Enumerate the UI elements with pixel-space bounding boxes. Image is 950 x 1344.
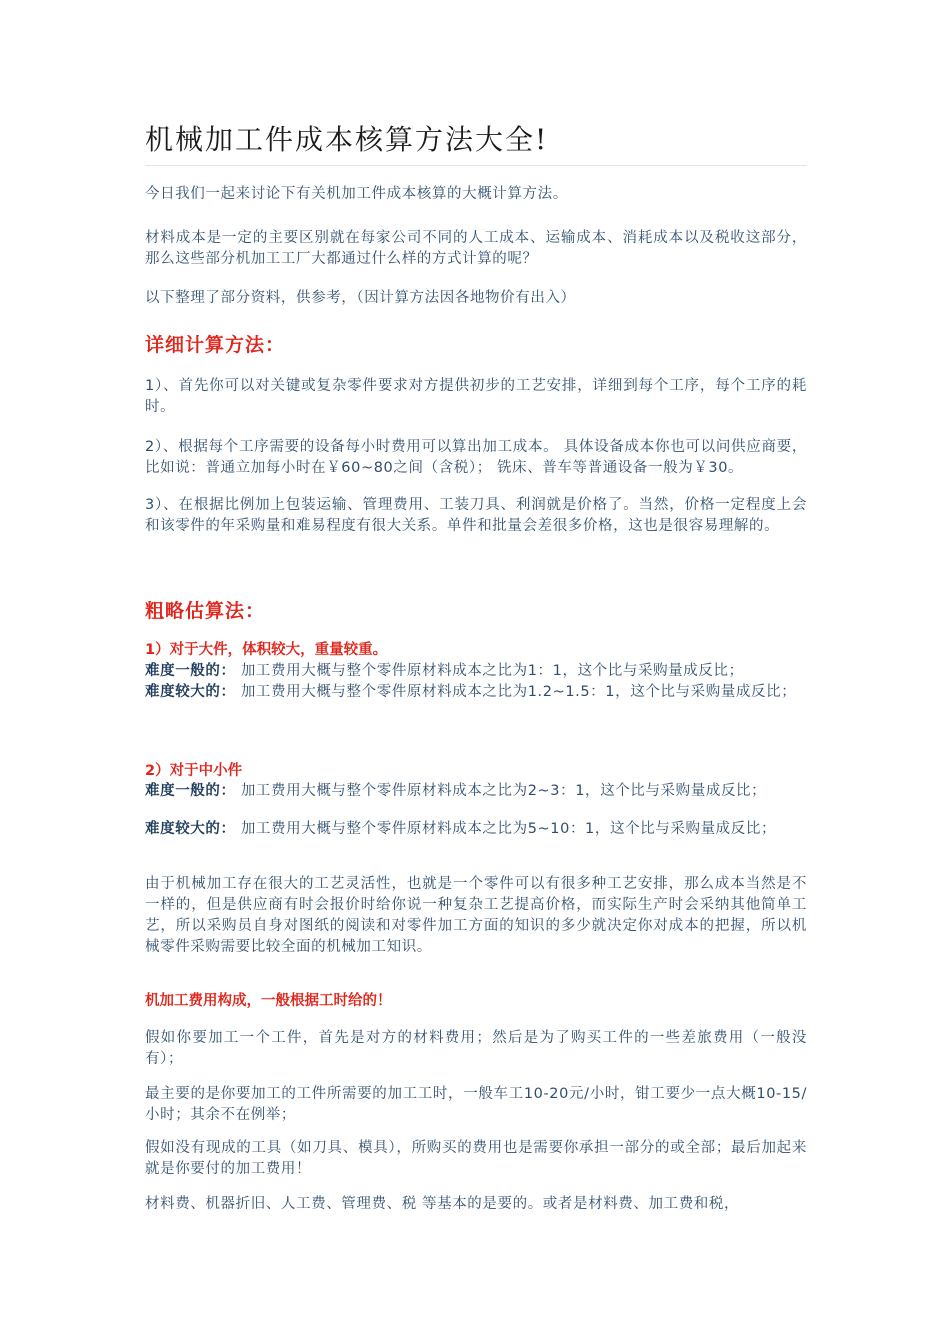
composition-paragraph-2: 最主要的是你要加工的工件所需要的加工工时，一般车工10-20元/小时，钳工要少一点大概10-15/小时；其余不在例举； <box>145 1086 807 1123</box>
difficulty-normal-label: 难度一般的： <box>145 663 236 679</box>
detail-heading: 详细计算方法： <box>145 334 286 356</box>
medium-normal-row <box>145 781 807 802</box>
medium-hard-text: 加工费用大概与整个零件原材料成本之比为5~10：1，这个比与采购量成反比； <box>235 821 777 837</box>
large-hard-row <box>145 682 807 703</box>
intro-paragraph-3: 以下整理了部分资料，供参考，（因计算方法因各地物价有出入） <box>145 290 576 306</box>
large-normal-row <box>145 661 807 682</box>
composition-paragraph-4: 材料费、机器折旧、人工费、管理费、税 等基本的是要的。或者是材料费、加工费和税， <box>145 1196 740 1212</box>
composition-paragraph-3: 假如没有现成的工具（如刀具、模具），所购买的费用也是需要你承担一部分的或全部；最后加起来就是你要付的加工费用！ <box>145 1140 807 1177</box>
medium-part-title: 2）对于中小件 <box>145 763 243 779</box>
detail-step-3: 3）、在根据比例加上包装运输、管理费用、工装刀具、利润就是价格了。当然，价格一定程度上会和该零件的年采购量和难易程度有很大关系。单件和批量会差很多价格，这也是很容易理解的。 <box>145 497 807 534</box>
medium-hard-row <box>145 819 807 840</box>
composition-paragraph-1: 假如你要加工一个工件，首先是对方的材料费用；然后是为了购买工件的一些差旅费用（一般没有）； <box>145 1030 807 1067</box>
large-hard-text: 加工费用大概与整个零件原材料成本之比为1.2~1.5：1，这个比与采购量成反比； <box>235 684 797 700</box>
difficulty-normal-label: 难度一般的： <box>145 783 236 799</box>
detail-step-2: 2）、根据每个工序需要的设备每小时费用可以算出加工成本。 具体设备成本你也可以问供应商要，比如说：普通立加每小时在￥60~80之间（含税）； 铣床、普车等普通设备一般为￥30。 <box>145 439 807 476</box>
rough-summary-paragraph: 由于机械加工存在很大的工艺灵活性，也就是一个零件可以有很多种工艺安排，那么成本当然是不一样的，但是供应商有时会报价时给你说一种复杂工艺提高价格，而实际生产时会采纳其他简单工艺，所以采购员自身对图纸的阅读和对零件加工方面的知识的多少就决定你对成本的把握，所以机械零件采购需要比较全面的机械加工知识。 <box>145 876 807 955</box>
title-divider <box>145 165 807 166</box>
difficulty-hard-label: 难度较大的： <box>145 684 236 700</box>
intro-paragraph-1: 今日我们一起来讨论下有关机加工件成本核算的大概计算方法。 <box>145 186 568 202</box>
large-part-title: 1）对于大件，体积较大，重量较重。 <box>145 642 388 658</box>
detail-step-1: 1）、首先你可以对关键或复杂零件要求对方提供初步的工艺安排，详细到每个工序，每个工序的耗时。 <box>145 378 807 415</box>
difficulty-hard-label: 难度较大的： <box>145 821 236 837</box>
composition-heading: 机加工费用构成，一般根据工时给的！ <box>145 993 392 1009</box>
intro-paragraph-2: 材料成本是一定的主要区别就在每家公司不同的人工成本、运输成本、消耗成本以及税收这部分，那么这些部分机加工工厂大都通过什么样的方式计算的呢？ <box>145 230 807 267</box>
large-normal-text: 加工费用大概与整个零件原材料成本之比为1：1，这个比与采购量成反比； <box>235 663 744 679</box>
rough-heading: 粗略估算法： <box>145 600 266 622</box>
page-title: 机械加工件成本核算方法大全! <box>145 123 549 156</box>
medium-normal-text: 加工费用大概与整个零件原材料成本之比为2~3：1，这个比与采购量成反比； <box>235 783 767 799</box>
